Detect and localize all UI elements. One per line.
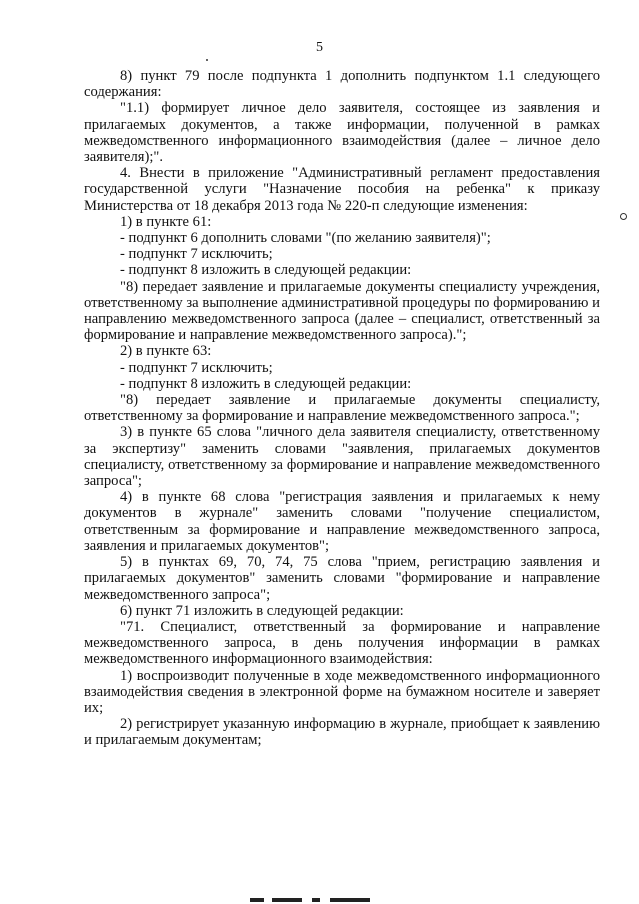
paragraph: 2) регистрирует указанную информацию в журнале, приобщает к заявлению и прилагаемым документам; <box>84 716 600 749</box>
paragraph: 2) в пункте 63: <box>120 343 212 360</box>
paragraph: 1) воспроизводит полученные в ходе межведомственного информационного взаимодействия сведения в электронной форме на бумажном носителе и заверяет их; <box>84 667 600 716</box>
scan-mark <box>330 898 370 902</box>
paragraph: - подпункт 8 изложить в следующей редакции: <box>120 375 412 392</box>
scan-mark <box>272 898 302 902</box>
paragraph: 8) пункт 79 после подпункта 1 дополнить подпунктом 1.1 следующего содержания: <box>84 68 600 101</box>
paragraph: "1.1) формирует личное дело заявителя, состоящее из заявления и прилагаемых документов, а также информации, полученной в рамках межведомственного информационного взаимодействия (далее – личное дело заявителя);". <box>84 100 600 166</box>
paragraph: - подпункт 7 исключить; <box>120 246 273 263</box>
scan-mark <box>250 898 264 902</box>
scan-speck <box>620 213 627 220</box>
paragraph: 4) в пункте 68 слова "регистрация заявления и прилагаемых к нему документов в журнале" заменить словами "получение специалистом, ответственным за формирование и направление межведомственного запроса, заявления и прилагаемых документов"; <box>84 489 600 554</box>
paragraph: "8) передает заявление и прилагаемые документы специалисту учреждения, ответственному за выполнение административной процедуры по формированию и направлению межведомственного запроса (далее – специалист, ответственный за формирование и направление межведомственного запроса)."; <box>84 278 600 344</box>
paragraph: 6) пункт 71 изложить в следующей редакции: <box>120 602 404 619</box>
paragraph: - подпункт 7 исключить; <box>120 359 273 376</box>
scan-speck <box>206 59 208 61</box>
paragraph: "71. Специалист, ответственный за формирование и направление межведомственного запроса, в день получения информации в рамках межведомственного информационного взаимодействия: <box>84 618 600 668</box>
paragraph: - подпункт 6 дополнить словами "(по желанию заявителя)"; <box>120 230 491 247</box>
paragraph: "8) передает заявление и прилагаемые документы специалисту, ответственному за формирование и направление межведомственного запроса."; <box>84 392 600 425</box>
paragraph: 5) в пунктах 69, 70, 74, 75 слова "прием, регистрацию заявления и прилагаемых документов" заменить словами "формирование и направление межведомственного запроса"; <box>84 554 600 603</box>
scan-edge-marks <box>250 898 450 904</box>
paragraph: 1) в пункте 61: <box>120 213 212 230</box>
scan-mark <box>312 898 320 902</box>
page-number: 5 <box>316 40 323 55</box>
document-body <box>84 68 600 749</box>
paragraph: 3) в пункте 65 слова "личного дела заявителя специалисту, ответственному за экспертизу" заменить словами "заявления, прилагаемых документов специалисту, ответственному за формирование и направление межведомственного запроса"; <box>84 424 600 490</box>
paragraph: 4. Внести в приложение "Административный регламент предоставления государственной услуги "Назначение пособия на ребенка" к приказу Министерства от 18 декабря 2013 года № 220-п следующие изменения: <box>84 165 600 214</box>
paragraph: - подпункт 8 изложить в следующей редакции: <box>120 262 412 279</box>
